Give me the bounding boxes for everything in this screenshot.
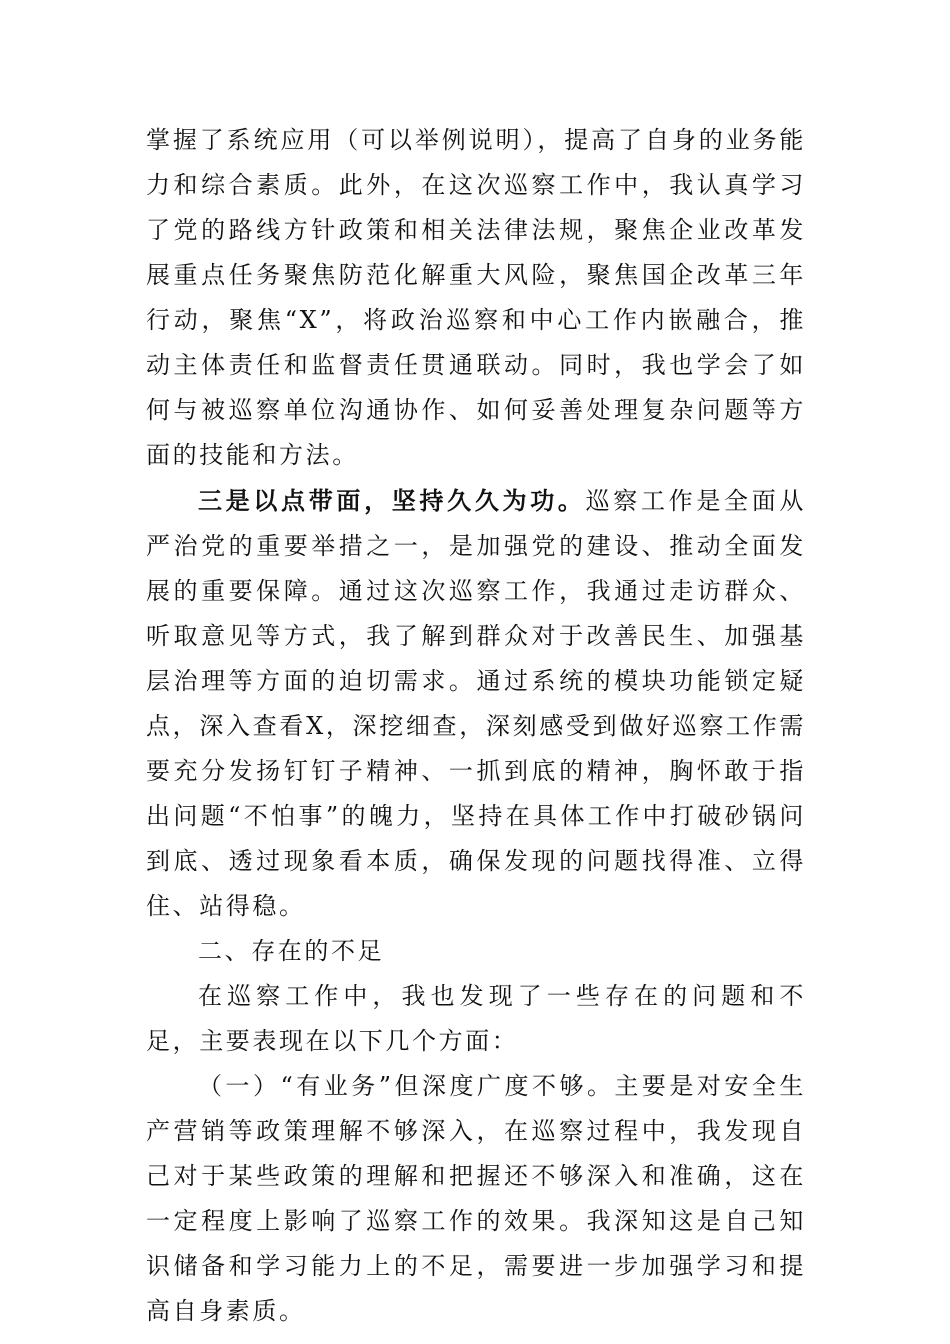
- paragraph-point-three: [146, 478, 806, 929]
- paragraph-lead-bold: 三是以点带面，坚持久久为功。: [198, 486, 586, 515]
- paragraph-continuation: 掌握了系统应用（可以举例说明），提高了自身的业务能力和综合素质。此外，在这次巡察工作中，我认真学习了党的路线方针政策和相关法律法规，聚焦企业改革发展重点任务聚焦防范化解重大风险，聚焦国企改革三年行动，聚焦“X”，将政治巡察和中心工作内嵌融合，推动主体责任和监督责任贯通联动。同时，我也学会了如何与被巡察单位沟通协作、如何妥善处理复杂问题等方面的技能和方法。: [146, 126, 806, 469]
- document-page: [146, 118, 806, 1334]
- paragraph-body: 巡察工作是全面从严治党的重要举措之一，是加强党的建设、推动全面发展的重要保障。通过这次巡察工作，我通过走访群众、听取意见等方式，我了解到群众对于改善民生、加强基层治理等方面的迫切需求。通过系统的模块功能锁定疑点，深入查看X，深挖细查，深刻感受到做好巡察工作需要充分发扬钉钉子精神、一抓到底的精神，胸怀敢于指出问题“不怕事”的魄力，坚持在具体工作中打破砂锅问到底、透过现象看本质，确保发现的问题找得准、立得住、站得稳。: [146, 487, 806, 920]
- section-heading-shortcomings: 二、存在的不足: [198, 937, 385, 965]
- paragraph-shortcoming-one: （一）“有业务”但深度广度不够。主要是对安全生产营销等政策理解不够深入，在巡察过程中，我发现自己对于某些政策的理解和把握还不够深入和准确，这在一定程度上影响了巡察工作的效果。我深知这是自己知识储备和学习能力上的不足，需要进一步加强学习和提高自身素质。: [146, 1072, 806, 1325]
- paragraph-intro-shortcomings: 在巡察工作中，我也发现了一些存在的问题和不足，主要表现在以下几个方面：: [146, 982, 806, 1055]
